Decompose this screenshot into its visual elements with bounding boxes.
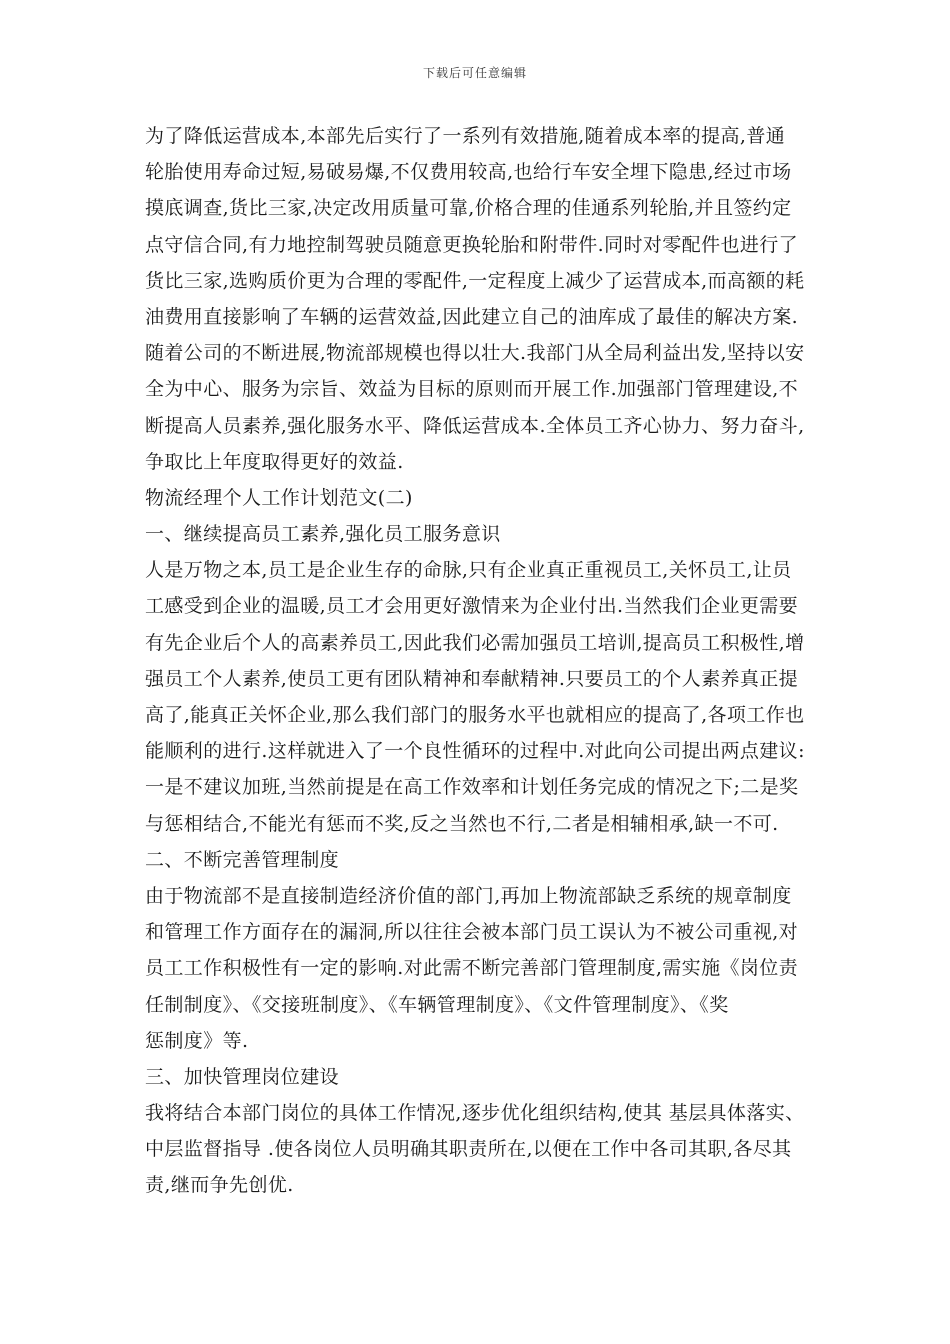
text-line: 强员工个人素养,使员工更有团队精神和奉献精神.只要员工的个人素养真正提 xyxy=(145,667,799,690)
text-line: 由于物流部不是直接制造经济价值的部门,再加上物流部缺乏系统的规章制度 xyxy=(145,884,792,907)
text-line: 惩制度》等. xyxy=(145,1029,249,1052)
text-line: 高了,能真正关怀企业,那么我们部门的服务水平也就相应的提高了,各项工作也 xyxy=(145,704,805,726)
text-line: 断提高人员素养,强化服务水平、降低运营成本.全体员工齐心协力、努力奋斗, xyxy=(145,414,805,437)
text-line: 与惩相结合,不能光有惩而不奖,反之当然也不行,二者是相辅相承,缺一不可. xyxy=(145,812,779,835)
text-line: 责,继而争先创优. xyxy=(145,1174,294,1197)
section-title: 物流经理个人工作计划范文(二) xyxy=(145,486,413,509)
text-line: 货比三家,选购质价更为合理的零配件,一定程度上减少了运营成本,而高额的耗 xyxy=(145,269,805,292)
text-line: 轮胎使用寿命过短,易破易爆,不仅费用较高,也给行车安全埋下隐患,经过市场 xyxy=(145,161,792,184)
text-line: 中层监督指导 .使各岗位人员明确其职责所在,以便在工作中各司其职,各尽其 xyxy=(145,1138,792,1161)
section-heading: 一、继续提高员工素养,强化员工服务意识 xyxy=(145,523,501,546)
section-heading: 二、不断完善管理制度 xyxy=(145,848,340,871)
text-line: 能顺利的进行.这样就进入了一个良性循环的过程中.对此向公司提出两点建议: xyxy=(145,740,805,763)
text-line: 我将结合本部门岗位的具体工作情况,逐步优化组织结构,使其 基层具体落实、 xyxy=(145,1102,805,1125)
text-line: 工感受到企业的温暖,员工才会用更好激情来为企业付出.当然我们企业更需要 xyxy=(145,595,799,618)
text-line: 为了降低运营成本,本部先后实行了一系列有效措施,随着成本率的提高,普通 xyxy=(145,125,786,147)
text-line: 和管理工作方面存在的漏洞,所以往往会被本部门员工误认为不被公司重视,对 xyxy=(145,921,799,944)
text-line: 摸底调查,货比三家,决定改用质量可靠,价格合理的佳通系列轮胎,并且签约定 xyxy=(145,197,792,220)
text-line: 任制制度》、《交接班制度》、《车辆管理制度》、《文件管理制度》、《奖 xyxy=(145,993,729,1016)
document-body xyxy=(145,118,809,1204)
text-line: 员工工作积极性有一定的影响.对此需不断完善部门管理制度,需实施《岗位责 xyxy=(145,957,799,980)
section-heading: 三、加快管理岗位建设 xyxy=(145,1065,340,1088)
text-line: 油费用直接影响了车辆的运营效益,因此建立自己的油库成了最佳的解决方案. xyxy=(145,305,799,328)
text-line: 有先企业后个人的高素养员工,因此我们必需加强员工培训,提高员工积极性,增 xyxy=(145,631,805,654)
page-header: 下载后可任意编辑 xyxy=(422,66,527,80)
text-line: 随着公司的不断进展,物流部规模也得以壮大.我部门从全局利益出发,坚持以安 xyxy=(145,342,805,365)
text-line: 争取比上年度取得更好的效益. xyxy=(145,450,404,473)
text-line: 人是万物之本,员工是企业生存的命脉,只有企业真正重视员工,关怀员工,让员 xyxy=(145,559,792,582)
text-line: 一是不建议加班,当然前提是在高工作效率和计划任务完成的情况之下;二是奖 xyxy=(145,776,799,799)
text-line: 全为中心、服务为宗旨、效益为目标的原则而开展工作.加强部门管理建设,不 xyxy=(145,378,799,401)
text-line: 点守信合同,有力地控制驾驶员随意更换轮胎和附带件.同时对零配件也进行了 xyxy=(145,233,799,256)
